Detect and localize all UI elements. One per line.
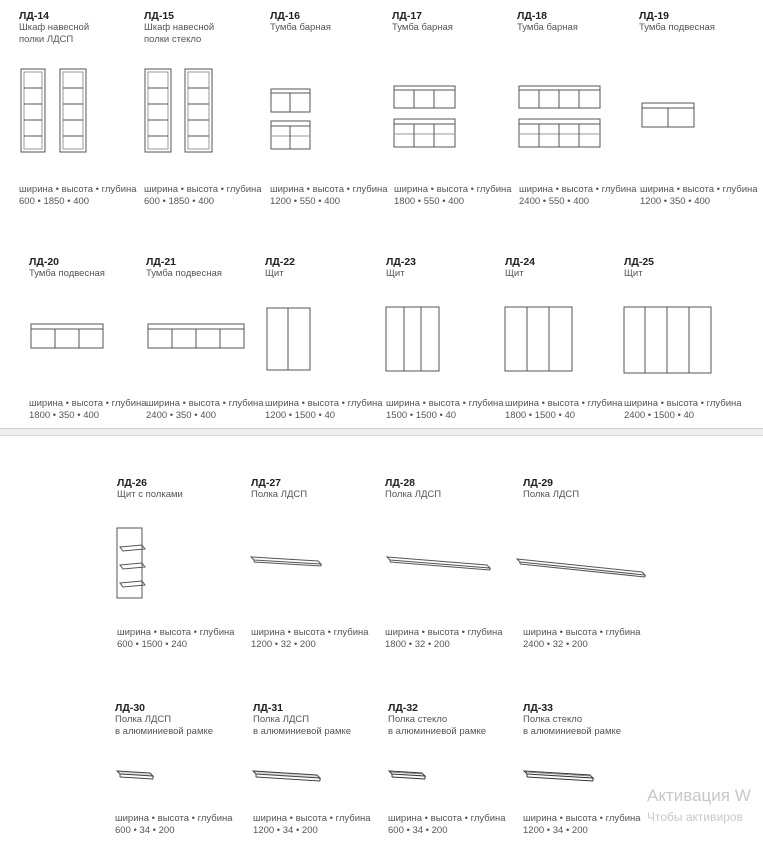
item-code: ЛД-16 [270, 10, 301, 22]
catalog-item-ld25 [624, 256, 654, 280]
dimensions-value: 2400 • 350 • 400 [146, 410, 217, 421]
bar-cabinet-drawing [269, 86, 313, 152]
catalog-item-ld24 [505, 256, 535, 280]
item-dimensions [253, 813, 371, 837]
catalog-item-ld22 [265, 256, 295, 280]
dimensions-label: ширина • высота • глубина [253, 813, 371, 824]
item-code: ЛД-33 [523, 702, 554, 714]
catalog-item-ld31 [253, 702, 351, 738]
item-name: Тумба подвесная [146, 268, 222, 279]
panel-drawing [503, 305, 575, 375]
dimensions-value: 1200 • 550 • 400 [270, 196, 341, 207]
item-code: ЛД-32 [388, 702, 419, 714]
item-dimensions [640, 184, 758, 208]
dimensions-value: 1500 • 1500 • 40 [386, 410, 457, 421]
panel-drawing [384, 305, 442, 375]
item-name-line2: в алюминиевой рамке [388, 726, 487, 737]
item-name: Тумба барная [392, 22, 453, 33]
item-code: ЛД-17 [392, 10, 423, 22]
dimensions-value: 600 • 34 • 200 [388, 825, 448, 836]
item-name: Полка стекло [523, 714, 583, 725]
page-divider [0, 428, 763, 436]
item-code: ЛД-25 [624, 256, 655, 268]
dimensions-value: 1200 • 1500 • 40 [265, 410, 336, 421]
panel-drawing [622, 305, 714, 377]
dimensions-label: ширина • высота • глубина [386, 398, 504, 409]
item-name: Тумба подвесная [29, 268, 105, 279]
item-code: ЛД-24 [505, 256, 536, 268]
item-name: Шкаф навесной [144, 22, 215, 33]
item-code: ЛД-21 [146, 256, 177, 268]
catalog-item-ld29 [523, 477, 579, 501]
item-name-line2: полки стекло [144, 34, 202, 45]
catalog-item-ld21 [146, 256, 222, 280]
item-name: Щит с полками [117, 489, 183, 500]
dimensions-value: 1200 • 350 • 400 [640, 196, 711, 207]
dimensions-label: ширина • высота • глубина [270, 184, 388, 195]
shelf-drawing [384, 552, 494, 574]
item-code: ЛД-14 [19, 10, 50, 22]
dimensions-label: ширина • высота • глубина [117, 627, 235, 638]
item-dimensions [144, 184, 262, 208]
item-code: ЛД-18 [517, 10, 548, 22]
item-dimensions [394, 184, 512, 208]
catalog-item-ld27 [251, 477, 307, 501]
dimensions-label: ширина • высота • глубина [519, 184, 637, 195]
item-name: Щит [505, 268, 524, 279]
dimensions-label: ширина • высота • глубина [505, 398, 623, 409]
item-name: Тумба подвесная [639, 22, 715, 33]
item-name: Полка ЛДСП [253, 714, 310, 725]
item-name: Щит [265, 268, 284, 279]
dimensions-value: 600 • 1850 • 400 [144, 196, 215, 207]
item-dimensions [388, 813, 506, 837]
item-dimensions [19, 184, 137, 208]
item-dimensions [505, 398, 623, 422]
item-name: Полка ЛДСП [115, 714, 172, 725]
windows-activation-watermark: Активация W [647, 786, 751, 805]
dimensions-value: 1200 • 34 • 200 [253, 825, 318, 836]
item-dimensions [265, 398, 383, 422]
wall-cabinet-glass-drawing [142, 66, 216, 156]
catalog-item-ld17 [392, 10, 453, 34]
catalog-item-ld14 [19, 10, 89, 46]
panel-drawing [265, 306, 313, 372]
item-dimensions [519, 184, 637, 208]
framed-shelf-drawing [250, 766, 324, 786]
item-name: Тумба барная [517, 22, 578, 33]
item-name: Полка ЛДСП [385, 489, 442, 500]
framed-glass-shelf-drawing [521, 766, 597, 786]
dimensions-label: ширина • высота • глубина [640, 184, 758, 195]
dimensions-value: 600 • 34 • 200 [115, 825, 175, 836]
dimensions-value: 600 • 1500 • 240 [117, 639, 188, 650]
catalog-item-ld18 [517, 10, 578, 34]
item-code: ЛД-22 [265, 256, 296, 268]
hanging-cabinet-drawing [640, 100, 696, 130]
catalog-item-ld26 [117, 477, 183, 501]
panel-with-shelves-drawing [114, 525, 148, 601]
dimensions-value: 600 • 1850 • 400 [19, 196, 90, 207]
framed-glass-shelf-drawing [386, 766, 428, 782]
item-name-line2: полки ЛДСП [19, 34, 74, 45]
dimensions-value: 1800 • 550 • 400 [394, 196, 465, 207]
item-dimensions [251, 627, 369, 651]
item-dimensions [624, 398, 742, 422]
dimensions-label: ширина • высота • глубина [29, 398, 147, 409]
catalog-item-ld33 [523, 702, 621, 738]
windows-activation-watermark-subtitle: Чтобы активиров [647, 810, 743, 824]
dimensions-label: ширина • высота • глубина [19, 184, 137, 195]
item-code: ЛД-20 [29, 256, 60, 268]
dimensions-value: 1800 • 350 • 400 [29, 410, 100, 421]
dimensions-label: ширина • высота • глубина [388, 813, 506, 824]
item-dimensions [385, 627, 503, 651]
item-dimensions [270, 184, 388, 208]
dimensions-label: ширина • высота • глубина [624, 398, 742, 409]
dimensions-label: ширина • высота • глубина [146, 398, 264, 409]
item-name-line2: в алюминиевой рамке [523, 726, 622, 737]
dimensions-label: ширина • высота • глубина [265, 398, 383, 409]
hanging-cabinet-drawing [29, 320, 105, 352]
item-dimensions [146, 398, 264, 422]
item-dimensions [117, 627, 235, 651]
item-name: Полка ЛДСП [251, 489, 308, 500]
dimensions-value: 2400 • 1500 • 40 [624, 410, 695, 421]
dimensions-label: ширина • высота • глубина [115, 813, 233, 824]
shelf-drawing [248, 552, 324, 570]
item-dimensions [29, 398, 147, 422]
wall-cabinet-drawing [18, 66, 90, 156]
item-code: ЛД-19 [639, 10, 670, 22]
framed-shelf-drawing [114, 766, 156, 782]
dimensions-value: 2400 • 550 • 400 [519, 196, 590, 207]
bar-cabinet-drawing [517, 82, 603, 152]
item-code: ЛД-23 [386, 256, 417, 268]
item-name: Щит [624, 268, 643, 279]
item-dimensions [386, 398, 504, 422]
item-code: ЛД-31 [253, 702, 284, 714]
dimensions-value: 1800 • 1500 • 40 [505, 410, 576, 421]
catalog-item-ld19 [639, 10, 715, 34]
catalog-item-ld30 [115, 702, 213, 738]
item-name: Щит [386, 268, 405, 279]
item-code: ЛД-30 [115, 702, 146, 714]
dimensions-label: ширина • высота • глубина [394, 184, 512, 195]
hanging-cabinet-drawing [146, 320, 246, 352]
catalog-item-ld28 [385, 477, 441, 501]
dimensions-label: ширина • высота • глубина [251, 627, 369, 638]
item-code: ЛД-15 [144, 10, 175, 22]
catalog-item-ld20 [29, 256, 105, 280]
item-dimensions [523, 813, 641, 837]
dimensions-value: 2400 • 32 • 200 [523, 639, 588, 650]
shelf-drawing [514, 554, 650, 582]
dimensions-label: ширина • высота • глубина [144, 184, 262, 195]
dimensions-value: 1200 • 34 • 200 [523, 825, 588, 836]
catalog-item-ld23 [386, 256, 416, 280]
catalog-item-ld16 [270, 10, 331, 34]
item-code: ЛД-28 [385, 477, 416, 489]
item-name: Шкаф навесной [19, 22, 90, 33]
dimensions-label: ширина • высота • глубина [385, 627, 503, 638]
item-name: Полка стекло [388, 714, 448, 725]
item-code: ЛД-29 [523, 477, 554, 489]
dimensions-label: ширина • высота • глубина [523, 813, 641, 824]
item-code: ЛД-27 [251, 477, 282, 489]
item-code: ЛД-26 [117, 477, 148, 489]
dimensions-value: 1200 • 32 • 200 [251, 639, 316, 650]
item-name-line2: в алюминиевой рамке [115, 726, 214, 737]
item-name: Полка ЛДСП [523, 489, 580, 500]
dimensions-value: 1800 • 32 • 200 [385, 639, 450, 650]
bar-cabinet-drawing [392, 82, 458, 152]
item-name: Тумба барная [270, 22, 331, 33]
item-name-line2: в алюминиевой рамке [253, 726, 352, 737]
item-dimensions [115, 813, 233, 837]
dimensions-label: ширина • высота • глубина [523, 627, 641, 638]
catalog-item-ld32 [388, 702, 486, 738]
item-dimensions [523, 627, 641, 651]
catalog-item-ld15 [144, 10, 214, 46]
